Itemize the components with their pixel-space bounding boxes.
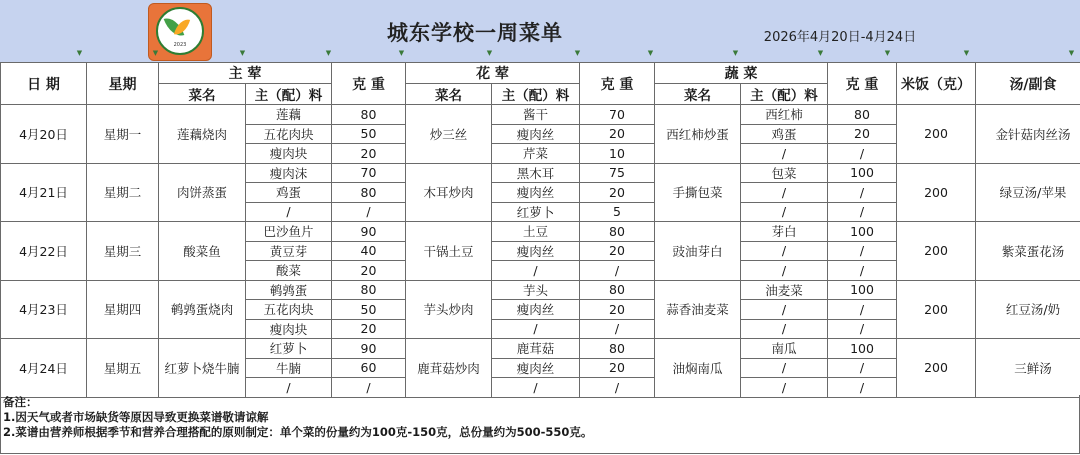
cell-flower-weight: 80 <box>580 280 655 300</box>
cell-main-weight: 40 <box>332 241 406 261</box>
cell-main-weight: 90 <box>332 339 406 359</box>
cell-veg-ingredient: / <box>741 358 828 378</box>
cell-veg-weight: / <box>828 183 897 203</box>
cell-flower-ingredient: / <box>492 261 580 281</box>
cell-rice: 200 <box>897 163 976 222</box>
cell-main-dish: 酸菜鱼 <box>159 222 246 281</box>
cell-main-ingredient: 瘦肉块 <box>246 319 332 339</box>
header-weight: 克 重 <box>332 63 406 105</box>
cell-main-ingredient: 鹌鹑蛋 <box>246 280 332 300</box>
cell-main-weight: 20 <box>332 144 406 164</box>
weekly-menu-table <box>0 62 1080 398</box>
table-row <box>1 163 1080 183</box>
cell-veg-weight: 100 <box>828 339 897 359</box>
cell-veg-weight: / <box>828 378 897 398</box>
cell-veg-weight: / <box>828 144 897 164</box>
cell-veg-weight: / <box>828 241 897 261</box>
date-range: 2026年4月20日-4月24日 <box>763 30 917 45</box>
filter-dropdown-icon[interactable]: ▼ <box>486 49 493 57</box>
cell-flower-weight: 20 <box>580 241 655 261</box>
cell-main-ingredient: 黄豆芽 <box>246 241 332 261</box>
cell-flower-weight: 75 <box>580 163 655 183</box>
filter-dropdown-icon[interactable]: ▼ <box>1068 49 1075 57</box>
cell-veg-ingredient: 鸡蛋 <box>741 124 828 144</box>
cell-veg-ingredient: / <box>741 319 828 339</box>
cell-veg-weight: / <box>828 300 897 320</box>
header-rice: 米饭（克） <box>897 63 976 105</box>
cell-main-weight: 80 <box>332 280 406 300</box>
cell-flower-dish: 鹿茸菇炒肉 <box>406 339 492 398</box>
header-date: 日 期 <box>1 63 87 105</box>
cell-main-weight: 80 <box>332 105 406 125</box>
cell-flower-ingredient: 红萝卜 <box>492 202 580 222</box>
page-title: 城东学校一周菜单 <box>387 21 563 45</box>
filter-dropdown-icon[interactable]: ▼ <box>647 49 654 57</box>
header-ingredient: 主（配）料 <box>246 84 332 105</box>
filter-dropdown-icon[interactable]: ▼ <box>398 49 405 57</box>
cell-date: 4月22日 <box>1 222 87 281</box>
cell-veg-ingredient: 包菜 <box>741 163 828 183</box>
cell-flower-weight: 70 <box>580 105 655 125</box>
cell-veg-weight: 100 <box>828 222 897 242</box>
cell-flower-weight: 20 <box>580 124 655 144</box>
filter-dropdown-icon[interactable]: ▼ <box>884 49 891 57</box>
cell-main-ingredient: 酸菜 <box>246 261 332 281</box>
cell-main-ingredient: 五花肉块 <box>246 124 332 144</box>
cell-flower-weight: / <box>580 261 655 281</box>
cell-veg-ingredient: 油麦菜 <box>741 280 828 300</box>
cell-main-ingredient: 鸡蛋 <box>246 183 332 203</box>
cell-veg-dish: 西红柿炒蛋 <box>655 105 741 164</box>
notes-line-1: 1.因天气或者市场缺货等原因导致更换菜谱敬请谅解 <box>3 410 269 424</box>
cell-flower-ingredient: / <box>492 378 580 398</box>
header-vegetable: 蔬 菜 <box>655 63 828 84</box>
table-row <box>1 105 1080 125</box>
cell-veg-weight: / <box>828 319 897 339</box>
header-dish-name: 菜名 <box>159 84 246 105</box>
cell-flower-dish: 芋头炒肉 <box>406 280 492 339</box>
cell-veg-weight: / <box>828 261 897 281</box>
cell-flower-dish: 干锅土豆 <box>406 222 492 281</box>
header-dish-name: 菜名 <box>655 84 741 105</box>
cell-rice: 200 <box>897 339 976 398</box>
cell-weekday: 星期五 <box>87 339 159 398</box>
cell-flower-ingredient: 瘦肉丝 <box>492 358 580 378</box>
cell-main-ingredient: 牛腩 <box>246 358 332 378</box>
cell-main-weight: 20 <box>332 319 406 339</box>
header-weekday: 星期 <box>87 63 159 105</box>
filter-dropdown-icon[interactable]: ▼ <box>574 49 581 57</box>
cell-flower-ingredient: 芋头 <box>492 280 580 300</box>
header-band <box>0 0 1080 62</box>
cell-soup: 三鲜汤 <box>976 339 1080 398</box>
cell-veg-ingredient: / <box>741 300 828 320</box>
cell-main-weight: / <box>332 202 406 222</box>
cell-main-ingredient: 巴沙鱼片 <box>246 222 332 242</box>
cell-flower-ingredient: 瘦肉丝 <box>492 300 580 320</box>
cell-soup: 红豆汤/奶 <box>976 280 1080 339</box>
cell-main-weight: / <box>332 378 406 398</box>
cell-main-ingredient: 瘦肉沫 <box>246 163 332 183</box>
cell-veg-weight: 100 <box>828 280 897 300</box>
notes-section <box>0 395 1080 454</box>
cell-main-weight: 90 <box>332 222 406 242</box>
filter-dropdown-icon[interactable]: ▼ <box>152 49 159 57</box>
cell-flower-dish: 木耳炒肉 <box>406 163 492 222</box>
cell-main-dish: 红萝卜烧牛腩 <box>159 339 246 398</box>
filter-dropdown-icon[interactable]: ▼ <box>325 49 332 57</box>
cell-veg-dish: 手撕包菜 <box>655 163 741 222</box>
cell-main-weight: 80 <box>332 183 406 203</box>
cell-soup: 绿豆汤/苹果 <box>976 163 1080 222</box>
filter-dropdown-icon[interactable]: ▼ <box>817 49 824 57</box>
cell-flower-weight: 20 <box>580 183 655 203</box>
cell-veg-ingredient: / <box>741 378 828 398</box>
table-row <box>1 339 1080 359</box>
cell-main-weight: 70 <box>332 163 406 183</box>
cell-veg-ingredient: / <box>741 202 828 222</box>
cell-veg-weight: 20 <box>828 124 897 144</box>
cell-veg-ingredient: 芽白 <box>741 222 828 242</box>
cell-main-weight: 50 <box>332 124 406 144</box>
cell-rice: 200 <box>897 105 976 164</box>
header-dish-name: 菜名 <box>406 84 492 105</box>
header-soup: 汤/副食 <box>976 63 1080 105</box>
cell-main-ingredient: 红萝卜 <box>246 339 332 359</box>
cell-weekday: 星期一 <box>87 105 159 164</box>
cell-flower-weight: 20 <box>580 300 655 320</box>
filter-dropdown-icon[interactable]: ▼ <box>732 49 739 57</box>
cell-flower-weight: / <box>580 378 655 398</box>
cell-veg-weight: / <box>828 202 897 222</box>
cell-veg-ingredient: / <box>741 183 828 203</box>
logo-year: 2023 <box>173 42 187 48</box>
cell-rice: 200 <box>897 222 976 281</box>
cell-flower-weight: / <box>580 319 655 339</box>
cell-main-dish: 莲藕烧肉 <box>159 105 246 164</box>
header-weight: 克 重 <box>580 63 655 105</box>
cell-main-ingredient: / <box>246 202 332 222</box>
cell-flower-weight: 20 <box>580 358 655 378</box>
filter-dropdown-icon[interactable]: ▼ <box>239 49 246 57</box>
cell-rice: 200 <box>897 280 976 339</box>
cell-veg-ingredient: / <box>741 144 828 164</box>
cell-flower-weight: 80 <box>580 339 655 359</box>
cell-flower-ingredient: / <box>492 319 580 339</box>
notes-line-2: 2.菜谱由营养师根据季节和营养合理搭配的原则制定：单个菜的份量约为100克-150克，总份量约为500-550克。 <box>3 425 593 439</box>
filter-dropdown-icon[interactable]: ▼ <box>76 49 83 57</box>
header-flower-meat: 花 荤 <box>406 63 580 84</box>
cell-main-dish: 肉饼蒸蛋 <box>159 163 246 222</box>
cell-date: 4月23日 <box>1 280 87 339</box>
cell-weekday: 星期四 <box>87 280 159 339</box>
table-row <box>1 222 1080 242</box>
cell-flower-ingredient: 瘦肉丝 <box>492 183 580 203</box>
cell-flower-weight: 80 <box>580 222 655 242</box>
cell-main-weight: 20 <box>332 261 406 281</box>
cell-main-ingredient: 五花肉块 <box>246 300 332 320</box>
cell-veg-ingredient: 西红柿 <box>741 105 828 125</box>
cell-flower-ingredient: 瘦肉丝 <box>492 124 580 144</box>
cell-date: 4月21日 <box>1 163 87 222</box>
cell-main-ingredient: 瘦肉块 <box>246 144 332 164</box>
cell-veg-ingredient: / <box>741 241 828 261</box>
cell-flower-ingredient: 黑木耳 <box>492 163 580 183</box>
cell-flower-weight: 5 <box>580 202 655 222</box>
cell-veg-weight: / <box>828 358 897 378</box>
table-row <box>1 280 1080 300</box>
cell-main-weight: 60 <box>332 358 406 378</box>
cell-flower-weight: 10 <box>580 144 655 164</box>
cell-veg-ingredient: / <box>741 261 828 281</box>
cell-flower-ingredient: 鹿茸菇 <box>492 339 580 359</box>
cell-veg-weight: 100 <box>828 163 897 183</box>
cell-main-ingredient: 莲藕 <box>246 105 332 125</box>
header-ingredient: 主（配）料 <box>492 84 580 105</box>
cell-weekday: 星期二 <box>87 163 159 222</box>
header-ingredient: 主（配）料 <box>741 84 828 105</box>
filter-dropdown-icon[interactable]: ▼ <box>963 49 970 57</box>
cell-veg-dish: 油焖南瓜 <box>655 339 741 398</box>
cell-soup: 金针菇肉丝汤 <box>976 105 1080 164</box>
cell-veg-weight: 80 <box>828 105 897 125</box>
cell-main-ingredient: / <box>246 378 332 398</box>
header-main-meat: 主 荤 <box>159 63 332 84</box>
cell-soup: 紫菜蛋花汤 <box>976 222 1080 281</box>
cell-flower-ingredient: 酱干 <box>492 105 580 125</box>
notes-label: 备注： <box>3 395 38 409</box>
header-weight: 克 重 <box>828 63 897 105</box>
cell-flower-dish: 炒三丝 <box>406 105 492 164</box>
cell-veg-dish: 豉油芽白 <box>655 222 741 281</box>
cell-date: 4月24日 <box>1 339 87 398</box>
cell-main-weight: 50 <box>332 300 406 320</box>
cell-main-dish: 鹌鹑蛋烧肉 <box>159 280 246 339</box>
cell-weekday: 星期三 <box>87 222 159 281</box>
cell-flower-ingredient: 瘦肉丝 <box>492 241 580 261</box>
cell-flower-ingredient: 芹菜 <box>492 144 580 164</box>
cell-date: 4月20日 <box>1 105 87 164</box>
cell-flower-ingredient: 土豆 <box>492 222 580 242</box>
cell-veg-ingredient: 南瓜 <box>741 339 828 359</box>
cell-veg-dish: 蒜香油麦菜 <box>655 280 741 339</box>
